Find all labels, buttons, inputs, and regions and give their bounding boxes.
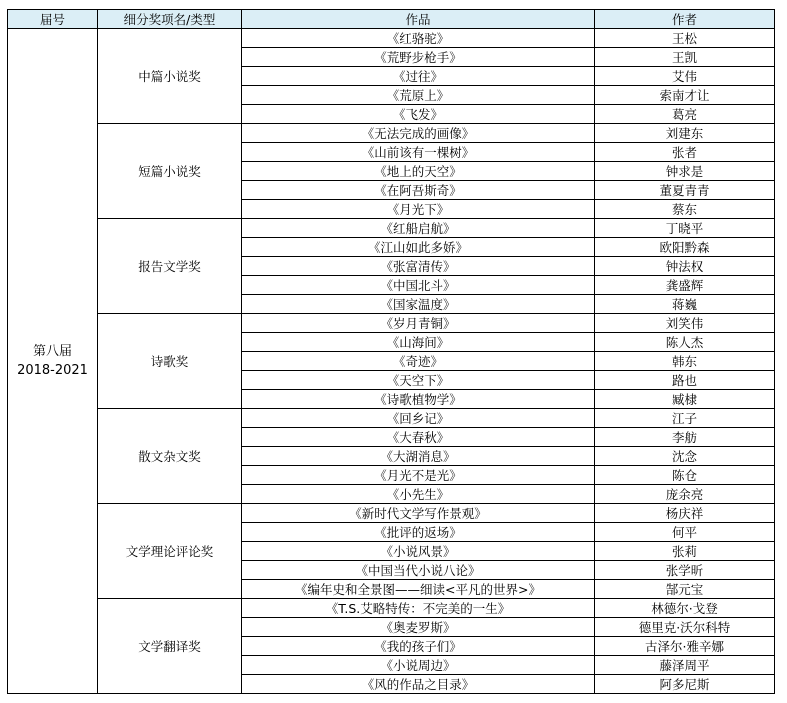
author-cell: 藤泽周平 [595,656,775,675]
author-cell: 欧阳黔森 [595,238,775,257]
work-cell: 《在阿吾斯奇》 [242,181,595,200]
author-cell: 江子 [595,409,775,428]
work-cell: 《荒野步枪手》 [242,48,595,67]
author-cell: 钟法权 [595,257,775,276]
work-cell: 《批评的返场》 [242,523,595,542]
work-cell: 《小说风景》 [242,542,595,561]
author-cell: 刘笑伟 [595,314,775,333]
work-cell: 《红骆驼》 [242,29,595,48]
author-cell: 葛亮 [595,105,775,124]
category-cell: 诗歌奖 [98,314,242,409]
edition-years: 2018-2021 [17,363,88,378]
author-cell: 陈人杰 [595,333,775,352]
work-cell: 《国家温度》 [242,295,595,314]
author-cell: 阿多尼斯 [595,675,775,694]
table-row [8,29,775,48]
work-cell: 《月光下》 [242,200,595,219]
category-cell: 散文杂文奖 [98,409,242,504]
author-cell: 索南才让 [595,86,775,105]
work-cell: 《回乡记》 [242,409,595,428]
author-cell: 丁晓平 [595,219,775,238]
author-cell: 杨庆祥 [595,504,775,523]
work-cell: 《无法完成的画像》 [242,124,595,143]
work-cell: 《红船启航》 [242,219,595,238]
work-cell: 《月光不是光》 [242,466,595,485]
work-cell: 《过往》 [242,67,595,86]
work-cell: 《奥麦罗斯》 [242,618,595,637]
work-cell: 《新时代文学写作景观》 [242,504,595,523]
author-cell: 陈仓 [595,466,775,485]
category-cell: 文学理论评论奖 [98,504,242,599]
author-cell: 何平 [595,523,775,542]
header-row [8,10,775,29]
author-cell: 德里克·沃尔科特 [595,618,775,637]
author-cell: 沈念 [595,447,775,466]
author-cell: 王松 [595,29,775,48]
work-cell: 《我的孩子们》 [242,637,595,656]
work-cell: 《小说周边》 [242,656,595,675]
author-cell: 张者 [595,143,775,162]
work-cell: 《天空下》 [242,371,595,390]
author-cell: 蒋巍 [595,295,775,314]
author-cell: 臧棣 [595,390,775,409]
work-cell: 《诗歌植物学》 [242,390,595,409]
table-row [8,504,775,523]
author-cell: 张学昕 [595,561,775,580]
table-row [8,124,775,143]
work-cell: 《中国北斗》 [242,276,595,295]
work-cell: 《江山如此多娇》 [242,238,595,257]
author-cell: 庞余亮 [595,485,775,504]
author-cell: 古泽尔·雅辛娜 [595,637,775,656]
header-author: 作者 [595,10,775,29]
author-cell: 艾伟 [595,67,775,86]
edition-name: 第八届 [32,344,72,359]
author-cell: 张莉 [595,542,775,561]
work-cell: 《小先生》 [242,485,595,504]
table-row [8,314,775,333]
author-cell: 韩东 [595,352,775,371]
header-work: 作品 [242,10,595,29]
author-cell: 李舫 [595,428,775,447]
work-cell: 《风的作品之目录》 [242,675,595,694]
work-cell: 《山前该有一棵树》 [242,143,595,162]
author-cell: 刘建东 [595,124,775,143]
work-cell: 《中国当代小说八论》 [242,561,595,580]
table-row [8,219,775,238]
category-cell: 文学翻译奖 [98,599,242,694]
author-cell: 林德尔·戈登 [595,599,775,618]
work-cell: 《张富清传》 [242,257,595,276]
work-cell: 《地上的天空》 [242,162,595,181]
work-cell: 《荒原上》 [242,86,595,105]
author-cell: 郜元宝 [595,580,775,599]
work-cell: 《飞发》 [242,105,595,124]
work-cell: 《编年史和全景图——细读<平凡的世界>》 [242,580,595,599]
work-cell: 《奇迹》 [242,352,595,371]
work-cell: 《大春秋》 [242,428,595,447]
table-row [8,409,775,428]
author-cell: 路也 [595,371,775,390]
header-category: 细分奖项名/类型 [98,10,242,29]
category-cell: 报告文学奖 [98,219,242,314]
category-cell: 中篇小说奖 [98,29,242,124]
edition-cell [8,29,98,694]
author-cell: 董夏青青 [595,181,775,200]
category-cell: 短篇小说奖 [98,124,242,219]
table-row [8,599,775,618]
author-cell: 龚盛辉 [595,276,775,295]
header-edition: 届号 [8,10,98,29]
award-table-container [7,9,775,694]
award-table-body [8,29,775,694]
work-cell: 《大湖消息》 [242,447,595,466]
author-cell: 蔡东 [595,200,775,219]
work-cell: 《T.S.艾略特传：不完美的一生》 [242,599,595,618]
work-cell: 《山海间》 [242,333,595,352]
author-cell: 钟求是 [595,162,775,181]
work-cell: 《岁月青铜》 [242,314,595,333]
award-table [7,9,775,694]
author-cell: 王凯 [595,48,775,67]
